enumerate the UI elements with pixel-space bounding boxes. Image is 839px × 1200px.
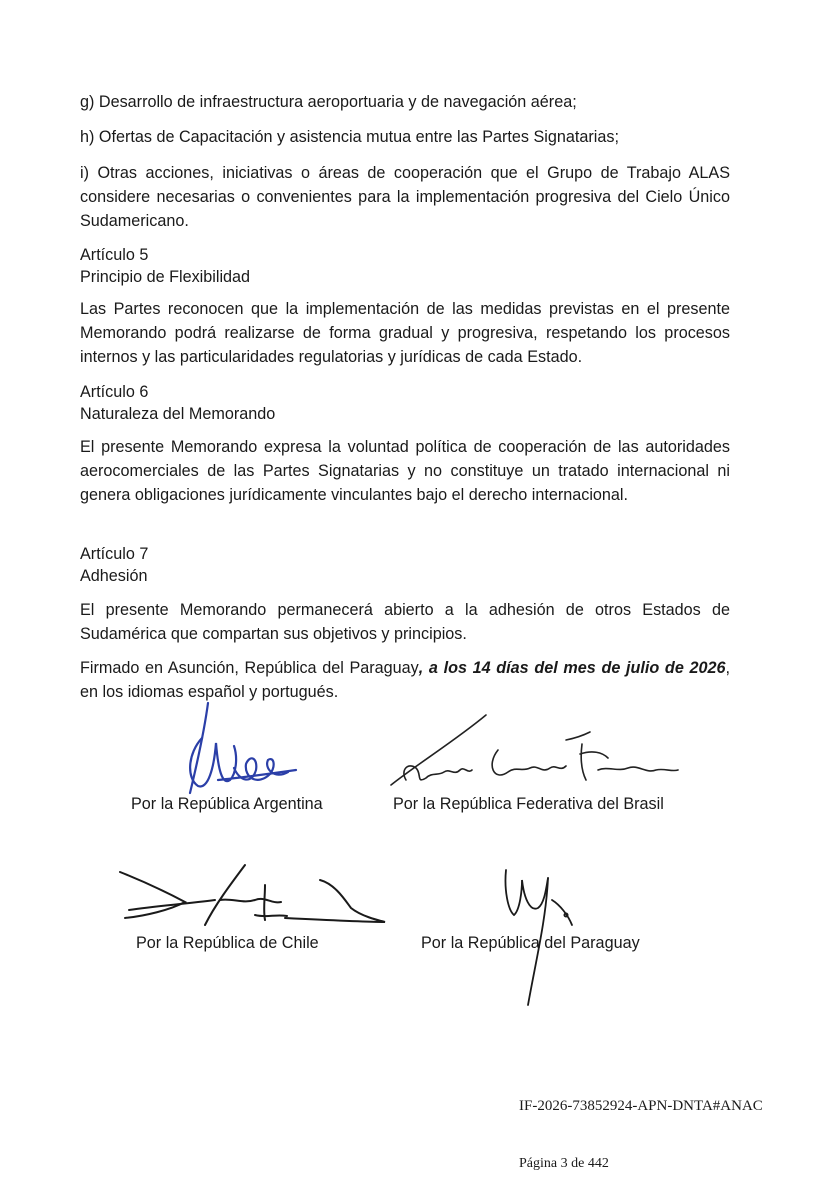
item-h: h) Ofertas de Capacitación y asistencia mutua entre las Partes Signatarias;	[80, 128, 619, 146]
article-5-title: Principio de Flexibilidad	[80, 268, 251, 286]
signing-suffix: , en los idiomas español y portugués.	[80, 659, 730, 701]
signing-date: , a los 14 días del mes de julio de 2026	[418, 659, 726, 677]
signature-caption-brasil: Por la República Federativa del Brasil	[393, 795, 664, 813]
signing-prefix: Firmado en Asunción, República del Paraguay	[80, 659, 419, 677]
signature-caption-argentina: Por la República Argentina	[131, 795, 323, 813]
signing-statement	[80, 656, 730, 704]
page-number: Página 3 de 442	[519, 1156, 609, 1171]
article-6-body: El presente Memorando expresa la voluntad política de cooperación de las autoridades aerocomerciales de las Partes Signatarias y no constituye un tratado internacional ni genera obligaciones jurídicamente vinculantes bajo el derecho internacional.	[80, 438, 730, 504]
item-g: g) Desarrollo de infraestructura aeroportuaria y de navegación aérea;	[80, 93, 577, 111]
article-7-number: Artículo 7	[80, 545, 149, 563]
article-5-number: Artículo 5	[80, 246, 149, 264]
item-i: i) Otras acciones, iniciativas o áreas de cooperación que el Grupo de Trabajo ALAS considere necesarias o convenientes para la implementación progresiva del Cielo Único Sudamericano.	[80, 164, 730, 230]
signature-brasil	[386, 710, 686, 800]
article-7-title: Adhesión	[80, 567, 148, 585]
article-7-body: El presente Memorando permanecerá abierto a la adhesión de otros Estados de Sudamérica que compartan sus objetivos y principios.	[80, 601, 730, 643]
article-6-title: Naturaleza del Memorando	[80, 405, 276, 423]
signature-argentina	[178, 698, 308, 808]
article-6-number: Artículo 6	[80, 383, 149, 401]
document-id: IF-2026-73852924-APN-DNTA#ANAC	[519, 1098, 763, 1114]
signature-caption-paraguay: Por la República del Paraguay	[421, 934, 640, 952]
article-5-body: Las Partes reconocen que la implementación de las medidas previstas en el presente Memorando podrá realizarse de forma gradual y progresiva, respetando los procesos internos y las particularidades regulatorias y jurídicas de cada Estado.	[80, 300, 730, 366]
signature-caption-chile: Por la República de Chile	[136, 934, 319, 952]
